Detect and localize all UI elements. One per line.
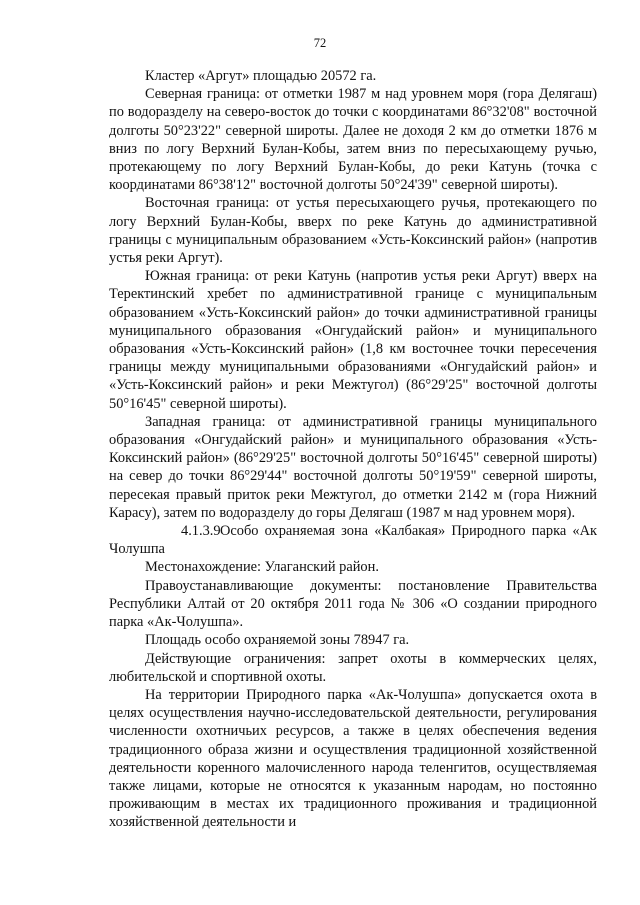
paragraph-east-border: Восточная граница: от устья пересыхающего ручья, протекающего по логу Верхний Булан-Кобы, вверх по реке Катунь до административной границы с муниципальным образованием «Усть-Коксинский район» (напротив устья реки Аргут).: [109, 195, 597, 267]
paragraph-restrictions: Действующие ограничения: запрет охоты в коммерческих целях, любительской и спортивной охоты.: [109, 650, 597, 685]
paragraph-south-border: Южная граница: от реки Катунь (напротив устья реки Аргут) вверх на Теректинский хребет по административной границе с муниципальным образованием «Усть-Коксинский район» до точки административной границы муниципального образования «Онгудайский район» и муниципального образования «Усть-Коксинский район» (1,8 км восточнее точки пересечения границы между муниципальными образованиями «Онгудайский район» и «Усть-Коксинский район» и реки Межтугол) (86°29'25" восточной долготы 50°16'45" северной широты).: [109, 268, 597, 412]
page-number: 72: [313, 36, 327, 50]
section-title: Особо охраняемая зона «Калбакая» Природного парка «Ак Чолушпа: [109, 523, 597, 558]
paragraph-location: Местонахождение: Улаганский район.: [145, 559, 379, 576]
paragraph-hunting-permitted: На территории Природного парка «Ак-Чолушпа» допускается охота в целях осуществления научно-исследовательской деятельности, регулирования численности охотничьих ресурсов, а также в целях обеспечения ведения традиционного образа жизни и осуществления традиционной хозяйственной деятельности коренного малочисленного народа теленгитов, осуществляемая также лицами, которые не относятся к указанным народам, но постоянно проживающим в местах их традиционного проживания и традиционной хозяйственной деятельности и: [109, 686, 597, 831]
document-body: [109, 67, 597, 832]
paragraph-area: Площадь особо охраняемой зоны 78947 га.: [145, 632, 410, 649]
section-number: 4.1.3.9: [181, 523, 221, 540]
paragraph-legal-documents: Правоустанавливающие документы: постановление Правительства Республики Алтай от 20 октября 2011 года № 306 «О создании природного парка «Ак-Чолушпа».: [109, 577, 597, 631]
section-heading: [109, 522, 597, 558]
paragraph-cluster-argut: Кластер «Аргут» площадью 20572 га.: [145, 68, 377, 84]
paragraph-north-border: Северная граница: от отметки 1987 м над уровнем моря (гора Делягаш) по водоразделу на северо-восток до точки с координатами 86°32'08" восточной долготы 50°23'22" северной широты. Далее не доходя 2 км до отметки 1876 м вниз по логу Верхний Булан-Кобы, затем вниз по пересыхающему ручью, протекающему по логу Верхний Булан-Кобы, до реки Катунь (точка с координатами 86°38'12" восточной долготы 50°24'39" северной широты).: [109, 86, 597, 194]
paragraph-west-border: Западная граница: от административной границы муниципального образования «Онгудайский район» и муниципального образования «Усть-Коксинский район» (86°29'25" восточной долготы 50°16'45" северной широты) на север до точки 86°29'44" восточной долготы 50°19'59" северной широты, пересекая правый приток реки Межтугол, до отметки 2142 м (гора Нижний Карасу), затем по водоразделу до горы Делягаш (1987 м над уровнем моря).: [109, 413, 597, 521]
